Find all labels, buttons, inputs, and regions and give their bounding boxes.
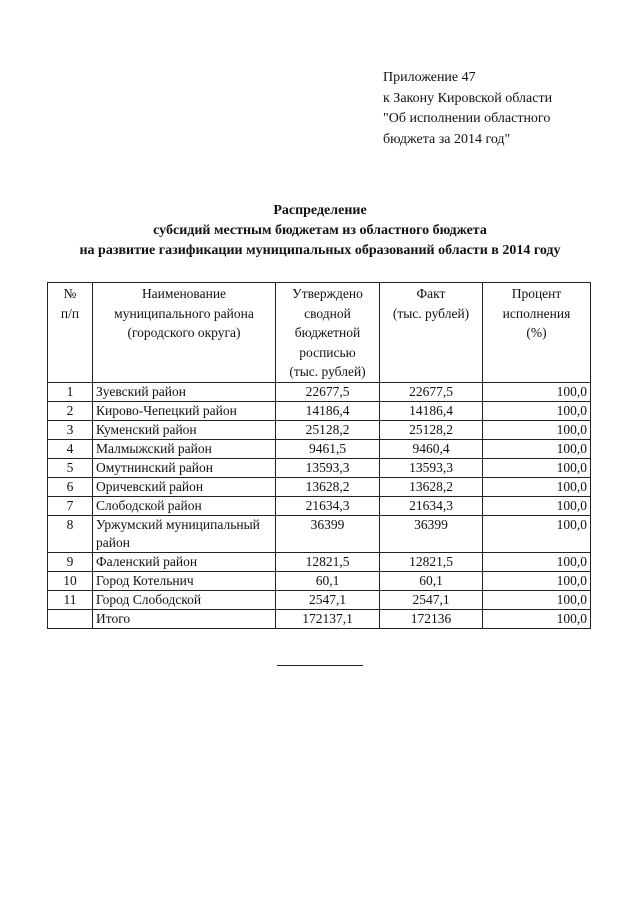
cell-name: Фаленский район [93,552,276,571]
cell-num: 10 [48,571,93,590]
table-row [48,590,591,609]
cell-total-approved: 172137,1 [276,609,380,628]
cell-percent: 100,0 [483,401,591,420]
cell-name: Зуевский район [93,382,276,401]
header-name: Наименование муниципального района (городского округа) [93,283,276,383]
cell-approved: 13628,2 [276,477,380,496]
header-percent: Процент исполнения (%) [483,283,591,383]
cell-approved: 13593,3 [276,458,380,477]
table-row [48,515,591,552]
cell-fact: 2547,1 [380,590,483,609]
cell-fact: 60,1 [380,571,483,590]
cell-name: Кирово-Чепецкий район [93,401,276,420]
cell-num: 5 [48,458,93,477]
cell-name: Куменский район [93,420,276,439]
appendix-line: бюджета за 2014 год" [383,131,511,147]
cell-name: Омутнинский район [93,458,276,477]
header-approved: Утверждено сводной бюджетной росписью (тыс. рублей) [276,283,380,383]
table-header-row [48,283,591,383]
document-title [0,201,640,261]
cell-approved: 21634,3 [276,496,380,515]
cell-percent: 100,0 [483,590,591,609]
table-row [48,552,591,571]
table-row [48,458,591,477]
cell-percent: 100,0 [483,552,591,571]
cell-num: 9 [48,552,93,571]
cell-total-fact: 172136 [380,609,483,628]
cell-num: 7 [48,496,93,515]
cell-num [48,609,93,628]
cell-num: 8 [48,515,93,552]
cell-fact: 21634,3 [380,496,483,515]
cell-approved: 2547,1 [276,590,380,609]
cell-num: 3 [48,420,93,439]
cell-total-label: Итого [93,609,276,628]
header-fact: Факт (тыс. рублей) [380,283,483,383]
cell-num: 2 [48,401,93,420]
cell-percent: 100,0 [483,515,591,552]
cell-num: 4 [48,439,93,458]
title-line: субсидий местным бюджетам из областного бюджета [153,223,487,238]
cell-name: Оричевский район [93,477,276,496]
cell-approved: 36399 [276,515,380,552]
table-row [48,401,591,420]
table-row [48,571,591,590]
table-row [48,382,591,401]
table-row [48,477,591,496]
cell-percent: 100,0 [483,477,591,496]
table-row [48,496,591,515]
cell-name: Город Слободской [93,590,276,609]
cell-fact: 13593,3 [380,458,483,477]
table-row [48,420,591,439]
cell-fact: 22677,5 [380,382,483,401]
cell-percent: 100,0 [483,458,591,477]
cell-fact: 13628,2 [380,477,483,496]
table-total-row [48,609,591,628]
cell-name: Слободской район [93,496,276,515]
cell-num: 1 [48,382,93,401]
cell-num: 6 [48,477,93,496]
cell-percent: 100,0 [483,439,591,458]
cell-approved: 25128,2 [276,420,380,439]
header-num: № п/п [48,283,93,383]
cell-percent: 100,0 [483,496,591,515]
subsidy-table [47,282,591,629]
cell-approved: 9461,5 [276,439,380,458]
cell-fact: 25128,2 [380,420,483,439]
cell-fact: 9460,4 [380,439,483,458]
separator-line [277,665,363,666]
cell-num: 11 [48,590,93,609]
cell-name: Город Котельнич [93,571,276,590]
title-line: Распределение [273,203,367,218]
appendix-line: к Закону Кировской области [383,90,553,106]
cell-fact: 12821,5 [380,552,483,571]
cell-name: Малмыжский район [93,439,276,458]
cell-percent: 100,0 [483,420,591,439]
title-line: на развитие газификации муниципальных образований области в 2014 году [79,243,561,258]
cell-fact: 36399 [380,515,483,552]
cell-approved: 60,1 [276,571,380,590]
cell-percent: 100,0 [483,571,591,590]
cell-percent: 100,0 [483,382,591,401]
appendix-line: "Об исполнении областного [383,111,551,126]
cell-total-percent: 100,0 [483,609,591,628]
cell-fact: 14186,4 [380,401,483,420]
cell-approved: 12821,5 [276,552,380,571]
table-row [48,439,591,458]
appendix-note [383,68,552,150]
cell-approved: 22677,5 [276,382,380,401]
cell-name: Уржумский муниципальный район [93,515,276,552]
cell-approved: 14186,4 [276,401,380,420]
appendix-line: Приложение 47 [383,70,476,85]
